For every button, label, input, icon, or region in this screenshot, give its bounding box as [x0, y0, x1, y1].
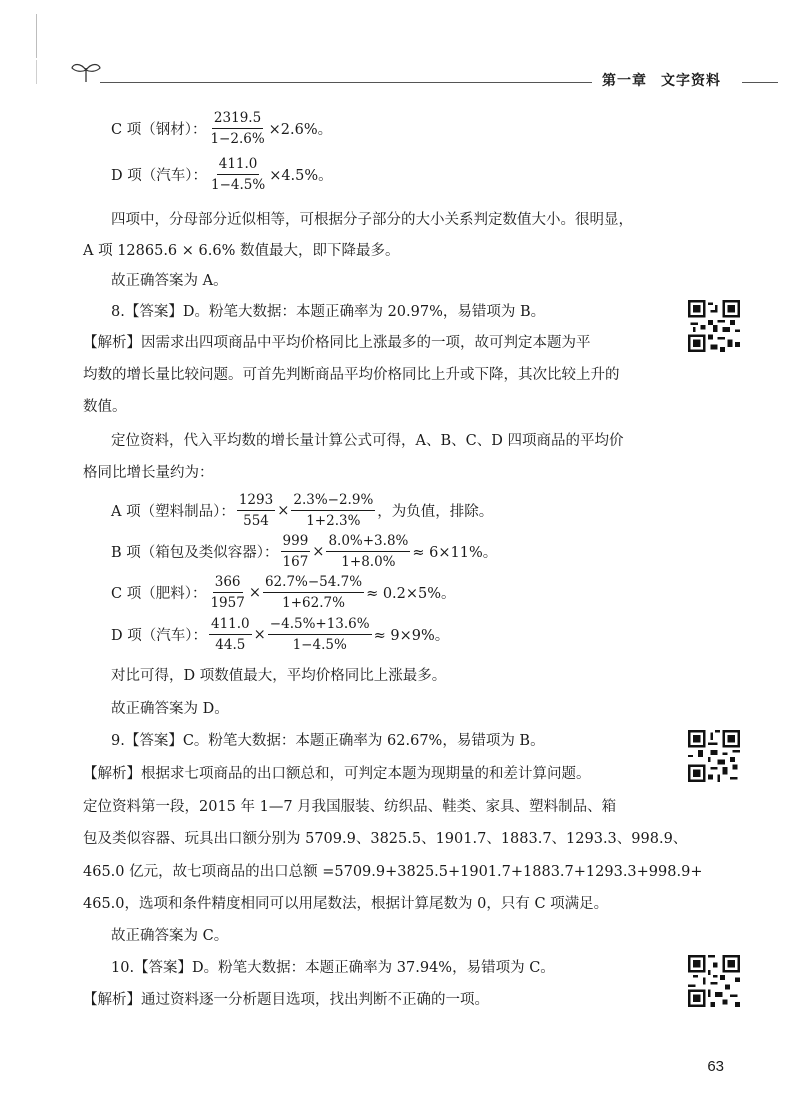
formula-q8-a: A 项（塑料制品）： $\frac{1293}{554}$ × $\frac{2.3\%-2.9\%}{1+2.3\%}$ ，为负值，排除。 [111, 492, 494, 529]
header-rule [100, 82, 592, 83]
formula-q8-d: D 项（汽车）： $\frac{411.0}{44.5}$ × $\frac{-4.5\%+13.6\%}{1-4.5\%}$ ≈ 9×9%。 [111, 616, 450, 653]
conclusion-line: 故正确答案为 A。 [111, 273, 228, 289]
fraction: $\frac{2.3\%-2.9\%}{1+2.3\%}$ [293, 492, 374, 529]
analysis-line: 【解析】根据求七项商品的出口额总和，可判定本题为现期量的和差计算问题。 [83, 766, 591, 782]
page-number: 63 [707, 1058, 724, 1075]
chapter-label: 第一章 [602, 73, 647, 89]
analysis-line: 【解析】因需求出四项商品中平均价格同比上涨最多的一项，故可判定本题为平 [83, 335, 591, 351]
fraction: $\frac{8.0\%+3.8\%}{1+8.0\%}$ [328, 533, 409, 570]
answer-line-q9: 9.【答案】C。粉笔大数据：本题正确率为 62.67%，易错项为 B。 [111, 733, 545, 749]
analysis-line: 【解析】通过资料逐一分析题目选项，找出判断不正确的一项。 [83, 992, 489, 1008]
analysis-line: 均数的增长量比较问题。可首先判断商品平均价格同比上升或下降，其次比较上升的 [83, 367, 620, 383]
analysis-line: 定位资料第一段，2015 年 1—7 月我国服装、纺织品、鞋类、家具、塑料制品、箱 [83, 799, 617, 815]
formula-top-c: C 项（钢材）： $\frac{2319.5}{1-2.6\%}$ ×2.6%。 [111, 110, 333, 147]
answer-line-q10: 10.【答案】D。粉笔大数据：本题正确率为 37.94%，易错项为 C。 [111, 960, 555, 976]
fraction: $\frac{411.0}{44.5}$ [210, 616, 250, 653]
sprout-icon [70, 60, 102, 84]
paragraph-line: 四项中，分母部分近似相等，可根据分子部分的大小关系判定数值大小。很明显， [111, 212, 633, 228]
paragraph-line: A 项 12865.6 × 6.6% 数值最大，即下降最多。 [83, 243, 400, 259]
qr-code-icon[interactable] [688, 730, 740, 782]
fraction: $\frac{1293}{554}$ [238, 492, 274, 529]
margin-mark [36, 14, 37, 58]
fraction: $\frac{-4.5\%+13.6\%}{1-4.5\%}$ [269, 616, 370, 653]
answer-line-q8: 8.【答案】D。粉笔大数据：本题正确率为 20.97%，易错项为 B。 [111, 304, 546, 320]
analysis-line: 465.0，选项和条件精度相同可以用尾数法，根据计算尾数为 0，只有 C 项满足。 [83, 896, 609, 912]
formula-q8-b: B 项（箱包及类似容器）： $\frac{999}{167}$ × $\frac{8.0\%+3.8\%}{1+8.0\%}$ ≈ 6×11%。 [111, 533, 498, 570]
header-rule [742, 82, 778, 83]
qr-code-icon[interactable] [688, 300, 740, 352]
formula-top-d: D 项（汽车）： $\frac{411.0}{1-4.5\%}$ ×4.5%。 [111, 156, 333, 193]
fraction: $\frac{366}{1957}$ [210, 574, 245, 611]
conclusion-line: 故正确答案为 C。 [111, 928, 229, 944]
margin-mark [36, 60, 37, 84]
qr-code-icon[interactable] [688, 955, 740, 1007]
fraction: $\frac{62.7\%-54.7\%}{1+62.7\%}$ [264, 574, 363, 611]
analysis-line: 数值。 [83, 399, 127, 415]
analysis-line: 格同比增长量约为： [83, 465, 214, 481]
chapter-title: 文字资料 [661, 73, 721, 89]
conclusion-line: 故正确答案为 D。 [111, 701, 229, 717]
analysis-line: 465.0 亿元，故七项商品的出口总额 =5709.9+3825.5+1901.7+1883.7+1293.3+998.9+ [83, 864, 703, 880]
paragraph-line: 对比可得，D 项数值最大，平均价格同比上涨最多。 [111, 668, 447, 684]
analysis-line: 定位资料，代入平均数的增长量计算公式可得，A、B、C、D 四项商品的平均价 [111, 433, 624, 449]
analysis-line: 包及类似容器、玩具出口额分别为 5709.9、3825.5、1901.7、1883.7、1293.3、998.9、 [83, 831, 688, 847]
fraction: $\frac{2319.5}{1-2.6\%}$ [210, 110, 265, 147]
fraction: $\frac{999}{167}$ [282, 533, 309, 570]
running-header [602, 70, 721, 90]
formula-q8-c: C 项（肥料）： $\frac{366}{1957}$ × $\frac{62.7\%-54.7\%}{1+62.7\%}$ ≈ 0.2×5%。 [111, 574, 456, 611]
fraction: $\frac{411.0}{1-4.5\%}$ [210, 156, 266, 193]
